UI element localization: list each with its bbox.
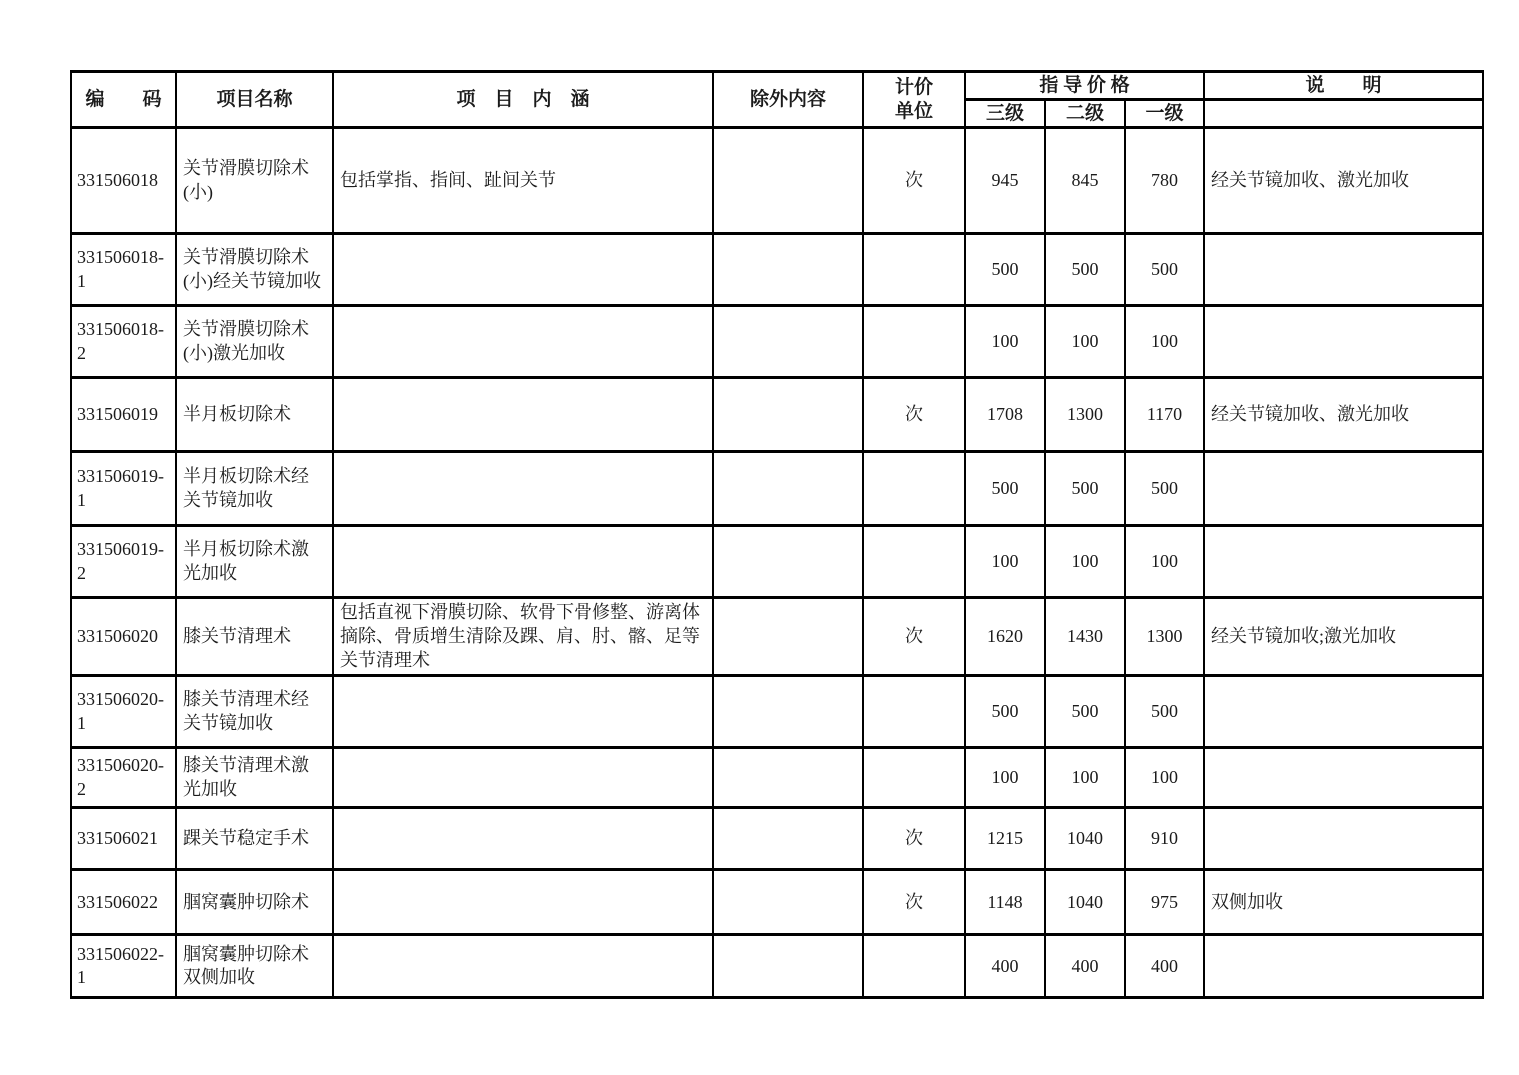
content-cell (333, 808, 713, 870)
table-row (71, 935, 1483, 998)
excluded-cell (713, 748, 863, 808)
unit-cell (863, 234, 965, 306)
note-cell (1204, 676, 1483, 748)
unit-cell (863, 306, 965, 378)
unit-cell: 次 (863, 808, 965, 870)
price-l1-cell: 100 (1125, 748, 1204, 808)
content-cell (333, 452, 713, 526)
table-header (71, 72, 1483, 128)
header-level3: 三级 (965, 100, 1045, 128)
table-row (71, 128, 1483, 234)
price-l3-cell: 100 (965, 526, 1045, 598)
unit-cell (863, 526, 965, 598)
content-cell: 包括掌指、指间、趾间关节 (333, 128, 713, 234)
code-cell: 331506020 (71, 598, 176, 676)
price-l2-cell: 100 (1045, 748, 1125, 808)
excluded-cell (713, 234, 863, 306)
excluded-cell (713, 808, 863, 870)
price-l1-cell: 400 (1125, 935, 1204, 998)
table-row (71, 870, 1483, 935)
header-unit (863, 72, 965, 128)
name-cell: 踝关节稳定手术 (176, 808, 333, 870)
table-row (71, 378, 1483, 452)
excluded-cell (713, 935, 863, 998)
header-unit-line1: 计价 (894, 76, 933, 98)
price-l2-cell: 1300 (1045, 378, 1125, 452)
price-l3-cell: 500 (965, 234, 1045, 306)
price-l1-cell: 780 (1125, 128, 1204, 234)
price-l1-cell: 910 (1125, 808, 1204, 870)
excluded-cell (713, 870, 863, 935)
content-cell (333, 378, 713, 452)
excluded-cell (713, 526, 863, 598)
code-cell: 331506018 (71, 128, 176, 234)
code-cell: 331506018-1 (71, 234, 176, 306)
price-l1-cell: 500 (1125, 234, 1204, 306)
price-l1-cell: 1170 (1125, 378, 1204, 452)
table-row (71, 598, 1483, 676)
price-l2-cell: 500 (1045, 452, 1125, 526)
name-cell: 关节滑膜切除术(小)激光加收 (176, 306, 333, 378)
table-row (71, 676, 1483, 748)
header-content: 项 目 内 涵 (333, 72, 713, 128)
price-l3-cell: 100 (965, 306, 1045, 378)
content-cell (333, 306, 713, 378)
content-cell (333, 870, 713, 935)
price-l2-cell: 100 (1045, 526, 1125, 598)
header-unit-line2: 单位 (894, 100, 933, 122)
price-l2-cell: 100 (1045, 306, 1125, 378)
header-code: 编 码 (71, 72, 176, 128)
excluded-cell (713, 452, 863, 526)
code-cell: 331506019 (71, 378, 176, 452)
table-row (71, 234, 1483, 306)
header-excluded: 除外内容 (713, 72, 863, 128)
code-cell: 331506020-1 (71, 676, 176, 748)
code-cell: 331506021 (71, 808, 176, 870)
name-cell: 关节滑膜切除术(小)经关节镜加收 (176, 234, 333, 306)
content-cell (333, 935, 713, 998)
code-cell: 331506022-1 (71, 935, 176, 998)
note-cell (1204, 234, 1483, 306)
price-l3-cell: 1215 (965, 808, 1045, 870)
price-l3-cell: 400 (965, 935, 1045, 998)
price-l1-cell: 100 (1125, 526, 1204, 598)
header-level2: 二级 (1045, 100, 1125, 128)
unit-cell: 次 (863, 378, 965, 452)
price-l3-cell: 1708 (965, 378, 1045, 452)
price-l2-cell: 1040 (1045, 870, 1125, 935)
price-l1-cell: 975 (1125, 870, 1204, 935)
unit-cell (863, 748, 965, 808)
unit-cell: 次 (863, 128, 965, 234)
table-row (71, 452, 1483, 526)
unit-cell (863, 452, 965, 526)
header-note-empty (1204, 100, 1483, 128)
table-body (71, 128, 1483, 998)
note-cell: 经关节镜加收;激光加收 (1204, 598, 1483, 676)
price-l2-cell: 500 (1045, 676, 1125, 748)
table-row (71, 306, 1483, 378)
code-cell: 331506019-1 (71, 452, 176, 526)
code-cell: 331506018-2 (71, 306, 176, 378)
unit-cell: 次 (863, 598, 965, 676)
price-l2-cell: 500 (1045, 234, 1125, 306)
name-cell: 半月板切除术 (176, 378, 333, 452)
unit-cell (863, 676, 965, 748)
name-cell: 腘窝囊肿切除术 (176, 870, 333, 935)
header-name: 项目名称 (176, 72, 333, 128)
content-cell (333, 234, 713, 306)
content-cell (333, 748, 713, 808)
price-l2-cell: 1040 (1045, 808, 1125, 870)
price-l1-cell: 500 (1125, 676, 1204, 748)
content-cell (333, 676, 713, 748)
name-cell: 关节滑膜切除术(小) (176, 128, 333, 234)
header-note: 说 明 (1204, 72, 1483, 100)
unit-cell: 次 (863, 870, 965, 935)
note-cell (1204, 526, 1483, 598)
name-cell: 半月板切除术激光加收 (176, 526, 333, 598)
table-row (71, 526, 1483, 598)
unit-cell (863, 935, 965, 998)
excluded-cell (713, 378, 863, 452)
price-l2-cell: 845 (1045, 128, 1125, 234)
note-cell: 经关节镜加收、激光加收 (1204, 128, 1483, 234)
code-cell: 331506022 (71, 870, 176, 935)
name-cell: 膝关节清理术经关节镜加收 (176, 676, 333, 748)
content-cell: 包括直视下滑膜切除、软骨下骨修整、游离体摘除、骨质增生清除及踝、肩、肘、髂、足等关节清理术 (333, 598, 713, 676)
name-cell: 腘窝囊肿切除术双侧加收 (176, 935, 333, 998)
price-l3-cell: 100 (965, 748, 1045, 808)
price-l3-cell: 1620 (965, 598, 1045, 676)
name-cell: 半月板切除术经关节镜加收 (176, 452, 333, 526)
note-cell (1204, 306, 1483, 378)
content-cell (333, 526, 713, 598)
medical-service-price-table (70, 70, 1484, 999)
code-cell: 331506019-2 (71, 526, 176, 598)
price-l3-cell: 945 (965, 128, 1045, 234)
price-table (70, 70, 1484, 999)
name-cell: 膝关节清理术 (176, 598, 333, 676)
price-l3-cell: 500 (965, 452, 1045, 526)
note-cell (1204, 935, 1483, 998)
price-l2-cell: 1430 (1045, 598, 1125, 676)
code-cell: 331506020-2 (71, 748, 176, 808)
table-row (71, 748, 1483, 808)
price-l2-cell: 400 (1045, 935, 1125, 998)
excluded-cell (713, 676, 863, 748)
name-cell: 膝关节清理术激光加收 (176, 748, 333, 808)
note-cell: 经关节镜加收、激光加收 (1204, 378, 1483, 452)
price-l3-cell: 1148 (965, 870, 1045, 935)
excluded-cell (713, 306, 863, 378)
header-level1: 一级 (1125, 100, 1204, 128)
note-cell (1204, 452, 1483, 526)
excluded-cell (713, 128, 863, 234)
price-l1-cell: 100 (1125, 306, 1204, 378)
table-row (71, 808, 1483, 870)
excluded-cell (713, 598, 863, 676)
price-l1-cell: 500 (1125, 452, 1204, 526)
note-cell (1204, 808, 1483, 870)
header-price-group: 指 导 价 格 (965, 72, 1204, 100)
note-cell: 双侧加收 (1204, 870, 1483, 935)
price-l1-cell: 1300 (1125, 598, 1204, 676)
price-l3-cell: 500 (965, 676, 1045, 748)
note-cell (1204, 748, 1483, 808)
